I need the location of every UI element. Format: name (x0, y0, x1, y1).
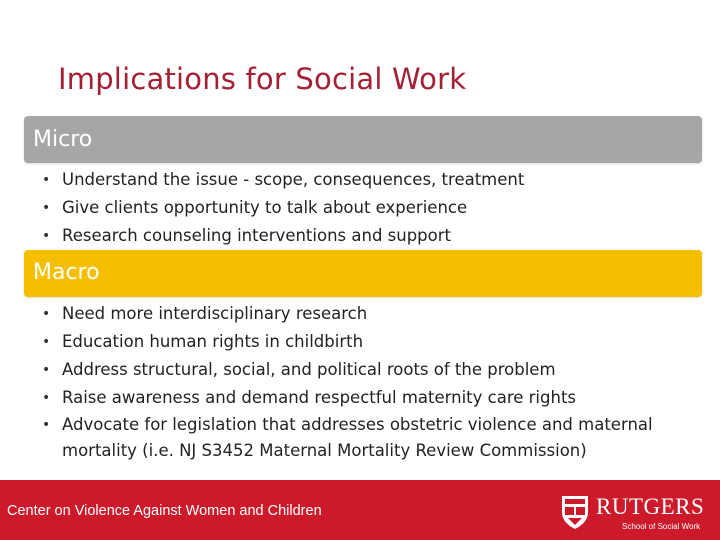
list-item-text: Give clients opportunity to talk about experience (62, 198, 468, 217)
micro-bullet-list (40, 166, 700, 250)
bullet-dot-icon: • (42, 200, 51, 216)
rutgers-shield-icon (560, 494, 590, 530)
list-item (40, 300, 700, 328)
bullet-dot-icon: • (42, 306, 51, 322)
list-item-text: Education human rights in childbirth (62, 332, 364, 351)
list-item-text: Need more interdisciplinary research (62, 304, 368, 323)
micro-heading-band (24, 116, 702, 163)
logo-wordmark: RUTGERS (596, 494, 705, 519)
macro-bullet-list (40, 300, 700, 464)
list-item-text: Advocate for legislation that addresses obstetric violence and maternal mortality (i.e. NJ S3452 Maternal Mortality Review Commission) (62, 415, 653, 460)
list-item-text: Raise awareness and demand respectful maternity care rights (62, 388, 577, 407)
slide-title: Implications for Social Work (58, 62, 467, 96)
bullet-dot-icon: • (42, 417, 51, 433)
bullet-dot-icon: • (42, 390, 51, 406)
list-item-text: Research counseling interventions and support (62, 226, 452, 245)
list-item-text: Address structural, social, and political roots of the problem (62, 360, 556, 379)
logo-subtitle: School of Social Work (622, 522, 701, 531)
list-item (40, 356, 700, 384)
list-item (40, 166, 700, 194)
macro-heading: Macro (33, 260, 100, 285)
list-item (40, 194, 700, 222)
bullet-dot-icon: • (42, 228, 51, 244)
macro-heading-band (24, 250, 702, 297)
center-name: Center on Violence Against Women and Children (7, 503, 322, 519)
bullet-dot-icon: • (42, 362, 51, 378)
list-item (40, 384, 700, 412)
rutgers-logo (556, 490, 716, 536)
footer-bar (0, 480, 720, 540)
list-item (40, 222, 700, 250)
list-item-text: Understand the issue - scope, consequences, treatment (62, 170, 525, 189)
micro-heading: Micro (33, 127, 93, 152)
list-item (40, 412, 700, 464)
list-item (40, 328, 700, 356)
bullet-dot-icon: • (42, 334, 51, 350)
bullet-dot-icon: • (42, 172, 51, 188)
